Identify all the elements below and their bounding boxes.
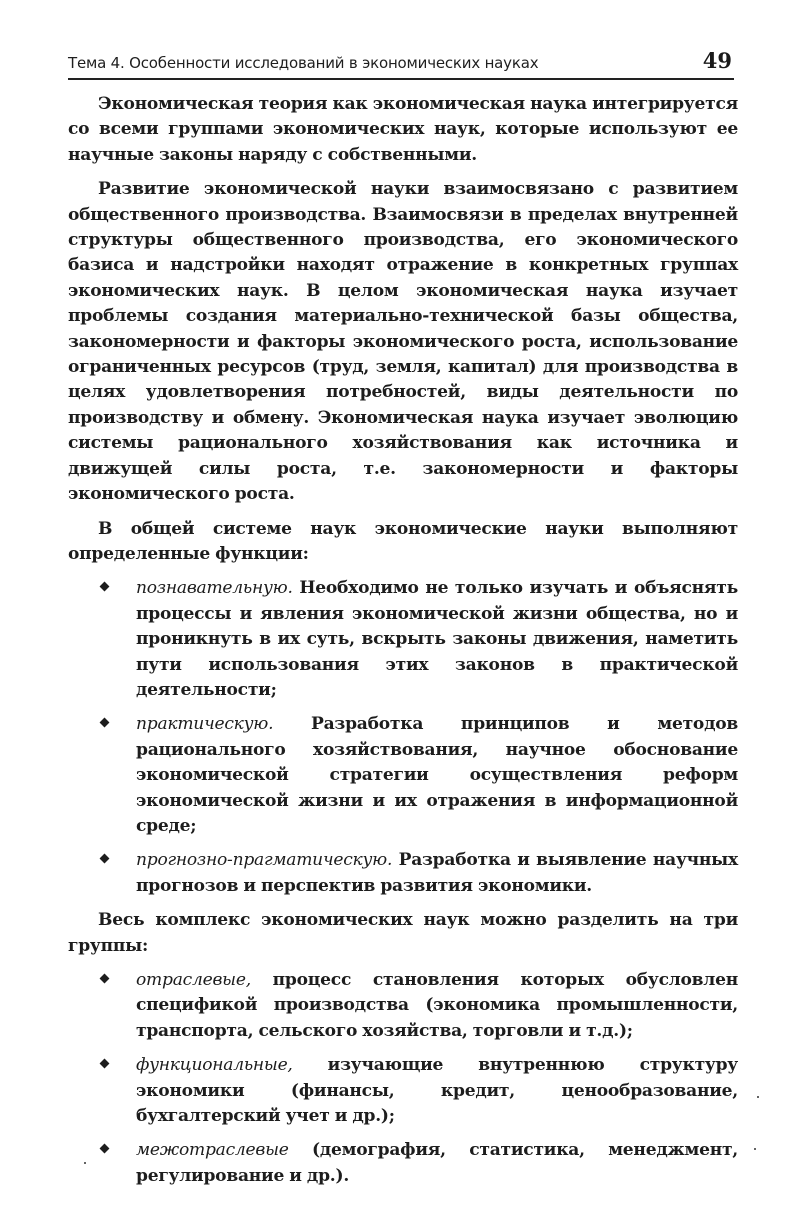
page-number: 49 bbox=[702, 48, 732, 73]
scan-speck bbox=[757, 1096, 759, 1098]
list-item-function-forecasting bbox=[68, 848, 738, 899]
list-text: Разработка принципов и методов рационального хозяйствования, научное обоснование экономической стратегии осуществления реформ экономической жизни и их отражения в информационной среде; bbox=[136, 714, 738, 836]
list-term: межотраслевые bbox=[136, 1140, 289, 1161]
header-title: Тема 4. Особенности исследований в экономических науках bbox=[68, 54, 539, 72]
scan-speck bbox=[84, 1162, 86, 1164]
list-text: процесс становления которых обусловлен спецификой производства (экономика промышленности, транспорта, сельского хозяйства, торговли и т.д.); bbox=[136, 970, 738, 1041]
scan-speck bbox=[754, 1148, 756, 1150]
diamond-bullet-icon bbox=[100, 1144, 110, 1154]
paragraph-groups-intro: Весь комплекс экономических наук можно разделить на три группы: bbox=[68, 910, 738, 956]
paragraph-integration: Экономическая теория как экономическая наука интегрируется со всеми группами экономических наук, которые используют ее научные законы наряду с собственными. bbox=[68, 94, 738, 165]
list-term: прогнозно-прагматическую. bbox=[136, 850, 393, 871]
diamond-bullet-icon bbox=[100, 974, 110, 984]
paragraph-development: Развитие экономической науки взаимосвязано с развитием общественного производства. Взаимосвязи в пределах внутренней структуры общественного производства, его экономического базиса и надстройки находят отражение в конкретных группах экономических наук. В целом экономическая наука изучает проблемы создания материально-технической базы общества, закономерности и факторы экономического роста, использование ограниченных ресурсов (труд, земля, капитал) для производства в целях удовлетворения потребностей, виды деятельности по производству и обмену. Экономическая наука изучает эволюцию системы рационального хозяйствования как источника и движущей силы роста, т.е. закономерности и факторы экономического роста. bbox=[68, 179, 738, 505]
diamond-bullet-icon bbox=[100, 582, 110, 592]
list-text: Разработка и выявление научных прогнозов и перспектив развития экономики. bbox=[136, 850, 738, 896]
list-term: познавательную. bbox=[136, 578, 293, 599]
diamond-bullet-icon bbox=[100, 854, 110, 864]
list-item-function-practical bbox=[68, 712, 738, 839]
list-term: отраслевые, bbox=[136, 970, 251, 990]
list-item-group-sectoral bbox=[68, 968, 738, 1044]
running-header bbox=[68, 48, 734, 80]
list-text: изучающие внутреннюю структуру экономики (финансы, кредит, ценообразование, бухгалтерский учет и др.); bbox=[136, 1055, 738, 1127]
diamond-bullet-icon bbox=[100, 718, 110, 728]
page-body bbox=[68, 92, 738, 1198]
list-term: функциональные, bbox=[136, 1055, 293, 1076]
list-term: практическую. bbox=[136, 714, 274, 735]
functions-list bbox=[68, 576, 738, 899]
groups-list bbox=[68, 968, 738, 1189]
list-item-group-intersectoral bbox=[68, 1138, 738, 1189]
diamond-bullet-icon bbox=[100, 1059, 110, 1069]
list-text: (демография, статистика, менеджмент, регулирование и др.). bbox=[136, 1140, 738, 1186]
list-item-function-cognitive bbox=[68, 576, 738, 703]
list-text: Необходимо не только изучать и объяснять процессы и явления экономической жизни общества, но и проникнуть в их суть, вскрыть законы движения, наметить пути использования этих законов в практической деятельности; bbox=[136, 578, 738, 700]
list-item-group-functional bbox=[68, 1053, 738, 1129]
paragraph-functions-intro: В общей системе наук экономические науки выполняют определенные функции: bbox=[68, 518, 738, 564]
